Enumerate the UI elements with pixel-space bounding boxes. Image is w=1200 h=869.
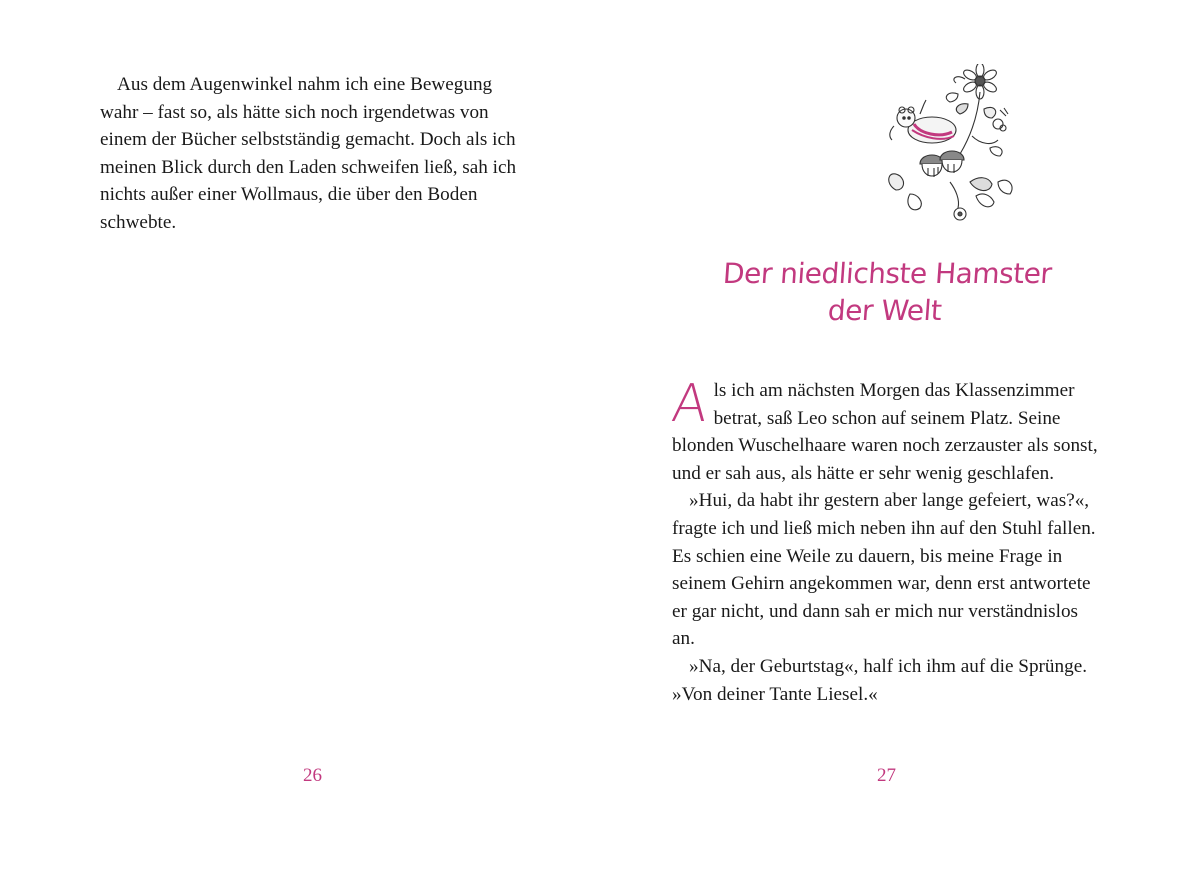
right-page <box>600 0 1200 869</box>
drop-cap: A <box>668 374 711 434</box>
chapter-title-line1: Der niedlichste Hamster <box>721 257 1053 290</box>
hamster-flower-illustration-icon <box>880 64 1030 229</box>
right-paragraph-2: »Hui, da habt ihr gestern aber lange gefeiert, was?«, fragte ich und ließ mich neben ihn auf den Stuhl fallen. Es schien eine Weile zu dauern, bis meine Frage in seinem Gehirn angekommen war, denn erst antwortete er gar nicht, und dann sah er mich nur verständnislos an. <box>672 490 1096 650</box>
right-page-text <box>668 374 1102 708</box>
left-page-text <box>100 71 520 237</box>
page-number-left: 26 <box>303 765 322 786</box>
paragraph-1-text: ls ich am nächsten Morgen das Klassenzimmer betrat, saß Leo schon auf seinem Platz. Seine blonden Wuschelhaare waren noch zerzauster als sonst, und er sah aus, als hätte er sehr wenig geschlafen. <box>672 380 1098 484</box>
chapter-title-line2: der Welt <box>826 294 943 327</box>
right-paragraph-1 <box>668 374 1102 487</box>
page-number-right: 27 <box>877 765 896 786</box>
flower-icon <box>954 64 998 99</box>
chapter-title <box>707 255 1064 329</box>
hamster-icon <box>890 100 956 143</box>
acorn-icon <box>920 151 964 177</box>
left-paragraph: Aus dem Augenwinkel nahm ich eine Bewegung wahr – fast so, als hätte sich noch irgendetwas von einem der Bücher selbstständig gemacht. Doch als ich meinen Blick durch den Laden schweifen ließ, sah ich nichts außer einer Wollmaus, die über den Boden schwebte. <box>100 74 517 233</box>
right-paragraph-3: »Na, der Geburtstag«, half ich ihm auf die Sprünge. »Von deiner Tante Liesel.« <box>672 655 1088 705</box>
